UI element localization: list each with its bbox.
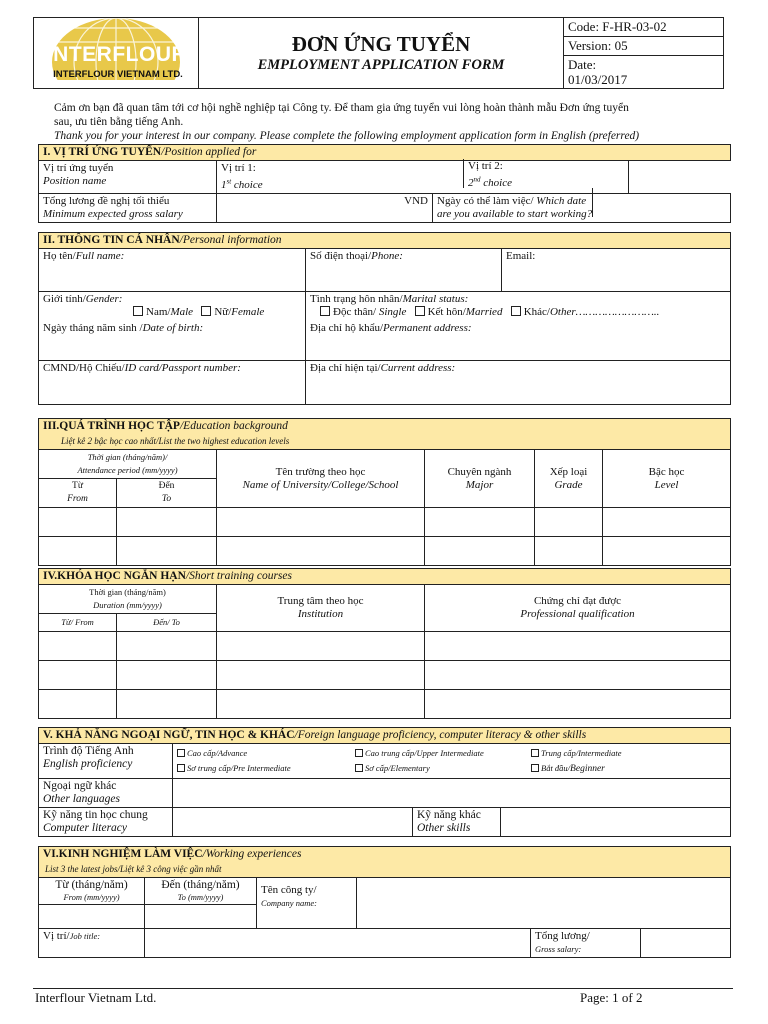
edu-major-en: Major <box>465 478 494 491</box>
footer-rule <box>33 988 733 989</box>
english-label-en: English proficiency <box>43 758 133 770</box>
phone-label-en: Phone: <box>371 250 403 262</box>
training-to-cell[interactable] <box>117 690 217 719</box>
company-logo <box>34 18 198 80</box>
training-qual-cell[interactable] <box>425 632 731 661</box>
title-cell <box>199 18 564 89</box>
edu-school-vi: Tên trường theo học <box>275 465 366 478</box>
position-label-vi: Vị trí ứng tuyển <box>43 162 114 174</box>
salary-label-en: Minimum expected gross salary <box>43 207 183 220</box>
edu-from-cell[interactable] <box>39 508 117 537</box>
section-skills <box>38 727 731 837</box>
exp-from-en: From (mm/yyyy) <box>63 892 120 902</box>
advance-label: Cao cấp/Advance <box>187 748 248 758</box>
english-label <box>39 744 173 779</box>
choice1-label-en: choice <box>233 178 263 191</box>
section-4-title <box>39 569 731 585</box>
edu-to-en: To <box>161 494 172 504</box>
job-title-label <box>39 929 145 958</box>
table-row <box>39 690 731 719</box>
table-row <box>39 661 731 690</box>
marital-label-vi: Tình trạng hôn nhân/ <box>310 293 403 305</box>
gross-salary-label <box>531 929 641 958</box>
section-3-title <box>39 419 731 435</box>
training-to-cell[interactable] <box>117 661 217 690</box>
section-1-title-vi: I. VỊ TRÍ ỨNG TUYỂN <box>43 146 162 158</box>
table-row <box>39 537 731 566</box>
start-divider <box>592 188 593 217</box>
perm-label-vi: Địa chỉ hộ khẩu/ <box>310 321 384 334</box>
logo-cell <box>34 18 199 89</box>
start-label-en1: Which date <box>536 194 587 207</box>
section-experience <box>38 846 731 958</box>
married-label-en: Married <box>465 306 503 318</box>
other-lang-en: Other languages <box>43 793 120 805</box>
fullname-field[interactable] <box>39 249 306 292</box>
training-qual-cell[interactable] <box>425 661 731 690</box>
training-period-header <box>39 585 217 614</box>
exp-from-vi: Từ (tháng/năm) <box>55 879 128 891</box>
gender-label-vi: Giới tính/ <box>43 293 86 305</box>
footer-company: Interflour Vietnam Ltd. <box>35 990 157 1005</box>
id-card-field[interactable] <box>39 361 306 405</box>
section-5-title <box>39 728 731 744</box>
other-skill-en: Other skills <box>417 822 471 834</box>
edu-grade-en: Grade <box>554 478 583 491</box>
edu-to-vi: Đến <box>158 481 175 491</box>
intro-vi <box>54 101 744 129</box>
female-checkbox[interactable] <box>201 306 211 316</box>
other-skills-field[interactable] <box>501 808 731 837</box>
dob-label-vi: Ngày tháng năm sinh / <box>43 321 143 334</box>
section-education <box>38 418 731 566</box>
section-1-title <box>39 145 731 161</box>
edu-major-cell[interactable] <box>425 508 535 537</box>
section-6-title-en: /Working experiences <box>202 848 302 860</box>
job-title-en: Job title: <box>69 931 101 941</box>
section-3-sub-en: the two highest education levels <box>171 436 290 446</box>
edu-period-vi: Thời gian (tháng/năm)/ <box>87 452 168 462</box>
edu-major-header <box>425 450 535 508</box>
section-5-title-vi: V. KHẢ NĂNG NGOẠI NGỮ, TIN HỌC & KHÁC <box>43 729 295 741</box>
edu-school-cell[interactable] <box>217 537 425 566</box>
training-period-vi: Thời gian (tháng/năm) <box>89 587 166 597</box>
cur-label-vi: Địa chỉ hiện tại/ <box>310 362 381 374</box>
phone-label-vi: Số điện thoại/ <box>310 250 372 262</box>
other-label-en: Other…………………….. <box>549 306 660 318</box>
intermediate-checkbox[interactable] <box>531 749 539 757</box>
dob-label-en: Date of birth: <box>142 321 204 334</box>
choice1-label-vi: Vị trí 1: <box>221 162 256 174</box>
english-level-options <box>173 744 731 779</box>
edu-level-cell[interactable] <box>603 537 731 566</box>
other-skills-label <box>413 808 501 837</box>
form-header <box>33 17 724 89</box>
edu-major-cell[interactable] <box>425 537 535 566</box>
section-6-title-vi: VI.KINH NGHIỆM LÀM VIỆC <box>43 848 203 860</box>
training-inst-en: Institution <box>297 608 344 620</box>
upper-intermediate-checkbox[interactable] <box>355 749 363 757</box>
single-checkbox[interactable] <box>320 306 330 316</box>
training-inst-vi: Trung tâm theo học <box>277 595 364 607</box>
section-2-title-en: /Personal information <box>179 234 282 246</box>
section-position <box>38 144 731 223</box>
edu-level-cell[interactable] <box>603 508 731 537</box>
id-label-vi: CMND/Hộ Chiếu/ <box>43 362 125 374</box>
form-title-vi: ĐƠN ỨNG TUYỂN <box>291 32 471 56</box>
male-label-vi: Nam/ <box>146 306 171 318</box>
training-inst-cell[interactable] <box>217 632 425 661</box>
male-checkbox[interactable] <box>133 306 143 316</box>
gross-salary-en: Gross salary: <box>535 944 582 954</box>
edu-grade-cell[interactable] <box>535 537 603 566</box>
salary-label <box>39 193 217 222</box>
edu-level-header <box>603 450 731 508</box>
other-languages-field[interactable] <box>173 779 731 808</box>
advance-checkbox[interactable] <box>177 749 185 757</box>
training-qualification-header <box>425 585 731 632</box>
section-6-title <box>39 847 731 863</box>
training-institution-header <box>217 585 425 632</box>
choice-divider <box>463 159 464 188</box>
section-3-title-vi: III.QUÁ TRÌNH HỌC TẬP <box>43 420 180 432</box>
beginner-label-vi: Bắt đầu/ <box>541 763 571 773</box>
other-skill-vi: Kỹ năng khác <box>417 809 481 821</box>
exp-from-header <box>39 878 145 905</box>
edu-level-vi: Bậc học <box>648 465 685 478</box>
elementary-label: Sơ cấp/Elementary <box>365 763 430 773</box>
doc-version: Version: 05 <box>564 37 724 56</box>
edu-school-en: Name of University/College/School <box>242 478 399 491</box>
doc-code: Code: F-HR-03-02 <box>564 18 724 37</box>
position-choice2-field[interactable] <box>468 160 512 190</box>
table-row <box>39 632 731 661</box>
training-qual-en: Professional qualification <box>520 608 635 620</box>
email-label: Email: <box>506 250 536 262</box>
section-3-title-en: /Education background <box>179 420 288 432</box>
section-3-sub-vi: Liệt kê 2 bậc học cao nhất/List <box>61 436 172 446</box>
section-3-subtitle <box>39 434 731 450</box>
section-training <box>38 568 731 719</box>
choice2-num: 2 <box>468 176 474 189</box>
doc-date <box>564 56 724 89</box>
edu-school-header <box>217 450 425 508</box>
id-label-en: ID card/Passport number: <box>124 362 241 374</box>
female-label-en: Female <box>231 306 265 318</box>
start-date-field[interactable] <box>433 193 731 222</box>
computer-literacy-label <box>39 808 173 837</box>
training-to-header: Đến/ To <box>117 614 217 632</box>
salary-label-vi: Tổng lương đề nghị tối thiểu <box>43 194 170 207</box>
exp-to-vi: Đến (tháng/năm) <box>161 879 240 891</box>
edu-level-en: Level <box>654 478 679 491</box>
exp-to-en: To (mm/yyyy) <box>177 892 224 902</box>
job-title-field[interactable] <box>145 929 531 958</box>
company-name-value[interactable] <box>357 878 731 929</box>
section-4-title-vi: IV.KHÓA HỌC NGẮN HẠN <box>43 570 186 582</box>
dob-field[interactable] <box>39 321 306 361</box>
computer-literacy-field[interactable] <box>173 808 413 837</box>
fullname-label-vi: Họ tên/ <box>43 250 76 262</box>
edu-from-vi: Từ <box>72 481 83 491</box>
pre-intermediate-label: Sơ trung cấp/Pre Intermediate <box>187 763 291 773</box>
intermediate-label: Trung cấp/Intermediate <box>541 748 622 758</box>
choice2-label-en: choice <box>483 176 512 189</box>
edu-grade-header <box>535 450 603 508</box>
marital-label-en: Marital status: <box>402 293 469 305</box>
job-title-vi: Vị trí/ <box>43 930 70 942</box>
fullname-label-en: Full name: <box>75 250 125 262</box>
intro-vi-line2: sau, ưu tiên bằng tiếng Anh. <box>54 116 184 128</box>
edu-to-cell[interactable] <box>117 508 217 537</box>
choice2-sup: nd <box>473 175 481 183</box>
choice1-num: 1 <box>221 178 227 191</box>
logo-caption: INTERFLOUR VIETNAM LTD. <box>53 69 183 80</box>
exp-to-cell[interactable] <box>145 905 257 929</box>
english-label-vi: Trình độ Tiếng Anh <box>43 745 134 757</box>
upper-intermediate-label: Cao trung cấp/Upper Intermediate <box>365 748 484 758</box>
permanent-address-field[interactable] <box>306 321 731 361</box>
section-2-title-vi: II. THÔNG TIN CÁ NHÂN <box>43 234 180 246</box>
training-inst-cell[interactable] <box>217 690 425 719</box>
other-languages-label <box>39 779 173 808</box>
edu-school-cell[interactable] <box>217 508 425 537</box>
single-label-vi: Độc thân/ <box>333 306 377 318</box>
exp-from-cell[interactable] <box>39 905 145 929</box>
married-checkbox[interactable] <box>415 306 425 316</box>
section-5-title-en: /Foreign language proficiency, computer literacy & other skills <box>294 729 587 741</box>
email-field[interactable] <box>502 249 731 292</box>
section-1-title-en: /Position applied for <box>161 146 257 158</box>
computer-en: Computer literacy <box>43 822 127 834</box>
table-row <box>39 508 731 537</box>
male-label-en: Male <box>170 306 194 318</box>
company-name-field[interactable] <box>257 878 357 929</box>
cur-label-en: Current address: <box>380 362 456 374</box>
training-from-cell[interactable] <box>39 690 117 719</box>
training-qual-vi: Chứng chỉ đạt được <box>533 595 622 607</box>
section-4-title-en: /Short training courses <box>185 570 292 582</box>
logo-wordmark: INTERFLOUR <box>46 43 188 66</box>
intro-vi-line1: Cảm ơn bạn đã quan tâm tới cơ hội nghề nghiệp tại Công ty. Để tham gia ứng tuyển vui lòng hoàn thành mẫu Đơn ứng tuyển <box>54 102 629 114</box>
training-to-cell[interactable] <box>117 632 217 661</box>
edu-to-header <box>117 479 217 508</box>
gross-salary-vi: Tổng lương/ <box>535 930 590 942</box>
other-checkbox[interactable] <box>511 306 521 316</box>
position-label-en: Position name <box>43 175 107 187</box>
currency-label: VND <box>404 194 428 207</box>
edu-major-vi: Chuyên ngành <box>447 465 512 478</box>
training-qual-cell[interactable] <box>425 690 731 719</box>
beginner-label-en: Beginner <box>570 764 605 774</box>
salary-field[interactable] <box>217 193 433 222</box>
choice2-label-vi: Vị trí 2: <box>468 160 503 172</box>
choice1-sup: st <box>226 177 232 185</box>
other-lang-vi: Ngoại ngữ khác <box>43 780 117 792</box>
footer-page: Page: 1 of 2 <box>580 990 643 1005</box>
gross-salary-field[interactable] <box>641 929 731 958</box>
exp-to-header <box>145 878 257 905</box>
edu-from-header <box>39 479 117 508</box>
training-from-cell[interactable] <box>39 661 117 690</box>
training-from-header: Từ/ From <box>39 614 117 632</box>
beginner-checkbox[interactable] <box>531 764 539 772</box>
doc-date-value: 01/03/2017 <box>568 72 628 87</box>
marital-field <box>306 292 731 321</box>
current-address-field[interactable] <box>306 361 731 405</box>
edu-to-cell[interactable] <box>117 537 217 566</box>
form-title-en: EMPLOYMENT APPLICATION FORM <box>257 57 505 73</box>
edu-period-en: Attendance period (mm/yyyy) <box>77 465 178 475</box>
computer-vi: Kỹ năng tin học chung <box>43 809 148 821</box>
edu-grade-vi: Xếp loại <box>549 465 588 478</box>
section-6-subtitle: List 3 the latest jobs/Liệt kê 3 công việc gần nhất <box>39 862 731 878</box>
married-label-vi: Kết hôn/ <box>427 306 466 318</box>
intro-en: Thank you for your interest in our company. Please complete the following employment application form in English (preferred) <box>54 130 640 142</box>
phone-field[interactable] <box>306 249 502 292</box>
company-en: Company name: <box>261 898 317 908</box>
elementary-checkbox[interactable] <box>355 764 363 772</box>
doc-date-label: Date: <box>568 57 597 72</box>
start-label-vi: Ngày có thể làm việc/ <box>437 194 534 207</box>
section-personal <box>38 232 731 405</box>
gender-field <box>39 292 306 321</box>
edu-period-header <box>39 450 217 479</box>
position-label <box>39 161 217 194</box>
section-2-title <box>39 233 731 249</box>
gender-label-en: Gender: <box>85 293 123 305</box>
start-label-en2: are you available to start working? <box>437 207 593 220</box>
edu-from-cell[interactable] <box>39 537 117 566</box>
edu-from-en: From <box>67 494 88 504</box>
female-label-vi: Nữ/ <box>214 306 232 318</box>
edu-grade-cell[interactable] <box>535 508 603 537</box>
training-period-en: Duration (mm/yyyy) <box>93 600 162 610</box>
perm-label-en: Permanent address: <box>383 321 472 334</box>
training-from-cell[interactable] <box>39 632 117 661</box>
single-label-en: Single <box>378 306 407 318</box>
pre-intermediate-checkbox[interactable] <box>177 764 185 772</box>
position-choice1-field[interactable] <box>217 161 629 194</box>
company-vi: Tên công ty/ <box>261 884 317 896</box>
other-label-vi: Khác/ <box>523 306 550 318</box>
training-inst-cell[interactable] <box>217 661 425 690</box>
